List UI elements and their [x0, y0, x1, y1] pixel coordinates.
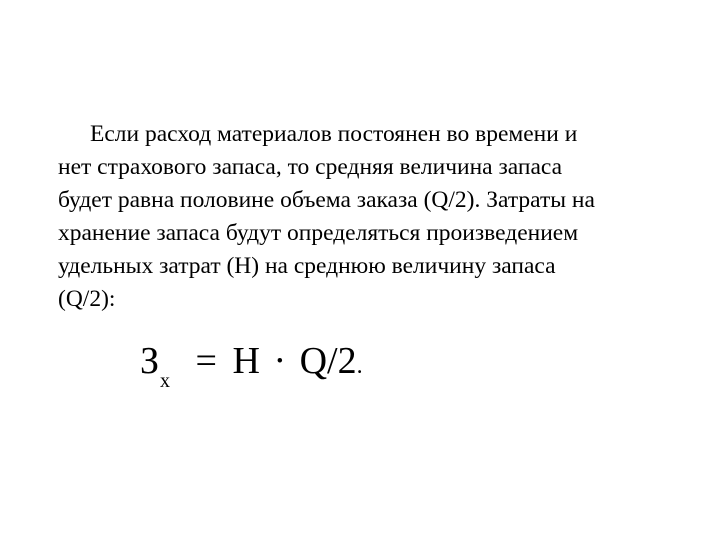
paragraph-line: Если расход материалов постоянен во времени и [90, 121, 578, 147]
paragraph-line: будет равна половине объема заказа (Q/2). Затраты на [58, 187, 595, 213]
paragraph-line: нет страхового запаса, то средняя величина запаса [58, 154, 563, 180]
formula-multiply-dot: · [273, 340, 287, 382]
formula-lhs: З [140, 340, 160, 382]
paragraph-line: (Q/2): [58, 286, 116, 312]
paragraph-line: удельных затрат (H) на среднюю величину запаса [58, 253, 556, 279]
formula-lhs-subscript: х [160, 370, 171, 392]
body-paragraph [58, 118, 698, 316]
storage-cost-formula [140, 336, 363, 392]
formula-equals: = [195, 340, 217, 382]
formula-factor: H [232, 340, 260, 382]
formula-terminator: . [356, 353, 363, 379]
formula-rhs: Q/2 [299, 340, 357, 382]
paragraph-line: хранение запаса будут определяться произведением [58, 220, 579, 246]
